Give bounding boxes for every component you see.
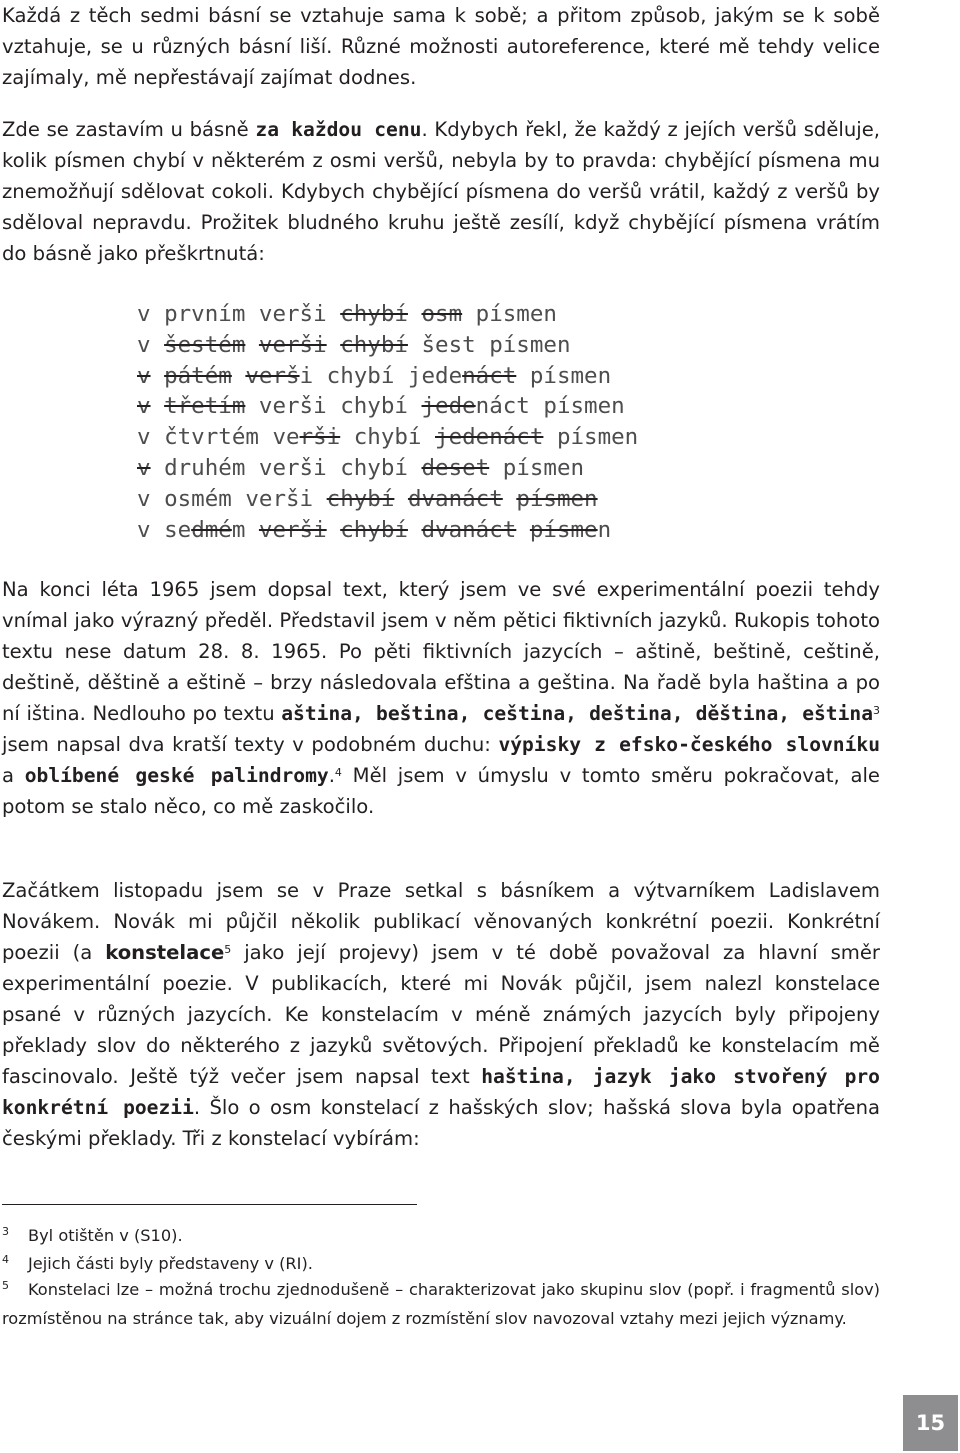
paragraph-intro-text: Každá z těch sedmi básní se vztahuje sama k sobě; a přitom způsob, jakým se k sobě vztahuje, se u různých básní liší. Různé možnosti autoreference, které mě tehdy velice zajímaly, mě nepřestávají zajímat dodnes. (2, 4, 880, 89)
paragraph-intro (2, 0, 880, 93)
poem-segment: šest písmen (407, 331, 571, 358)
poem-segment: m (231, 516, 259, 543)
poem-line (137, 391, 638, 422)
struck-segment: šestém (164, 331, 246, 358)
text-run: . Šlo o osm konstelací z hašských slov; hašská slova byla opatřena českými překlady. Tři z konstelací vybírám: (2, 1096, 880, 1150)
poem-segment (394, 486, 408, 512)
footnote-4 (2, 1250, 880, 1279)
poem-block (137, 299, 638, 545)
struck-segment: chybí (340, 516, 408, 543)
paragraph-poem-discussion (2, 114, 880, 269)
poem-line (137, 484, 638, 515)
poem-segment: chybí (340, 424, 436, 451)
footnote-5 (2, 1276, 880, 1332)
struck-segment: chybí (340, 301, 408, 327)
struck-segment: třetím (164, 393, 246, 420)
footnote-ref: 4 (334, 766, 342, 779)
poem-segment: písmen (543, 424, 639, 451)
text-run: Začátkem listopadu jsem se v Praze setkal s básníkem a výtvarníkem Ladislavem Novákem. Novák mi půjčil několik publikací věnovaných konkrétní poezii. Konkrétní poezii (a (2, 879, 880, 964)
page-number: 15 (915, 1411, 946, 1435)
footnote-ref: 5 (224, 943, 232, 956)
struck-segment: písmen (516, 485, 598, 512)
page-number-badge (903, 1395, 958, 1451)
text-run: . Kdybych řekl, že každý z jejích veršů sděluje, kolik písmen chybí v některém z osmi veršů, nebyla by to pravda: chybějící písmena mu znemožňují sdělovat cokoli. Kdybych chybějící písmena do veršů vrátil, každý z veršů by sděloval nepravdu. Prožitek bludného kruhu ještě zesílí, když chybějící písmena vrátím do básně jako přeškrtnutá: (2, 118, 881, 265)
poem-line (137, 299, 638, 330)
poem-line (137, 453, 638, 484)
paragraph-novak (2, 875, 880, 1154)
poem-segment: m verši (231, 301, 341, 327)
poem-segment (327, 332, 341, 358)
poem-segment: druhém verši chybí (150, 454, 422, 481)
work-title: výpisky z efsko-českého slovníku (498, 733, 880, 756)
struck-segment: v (137, 454, 151, 481)
struck-segment: chybí (340, 331, 408, 358)
footnote-text: Jejich části byly představeny v (RI). (28, 1254, 313, 1273)
text-run: a (2, 764, 25, 787)
work-title: oblíbené geské palindromy (24, 764, 329, 787)
text-run: jsem napsal dva kratší texty v podobném duchu: (2, 733, 499, 756)
footnote-divider (2, 1204, 417, 1205)
poem-segment: v osmém verši (137, 485, 327, 512)
poem-segment (408, 517, 422, 543)
footnote-number: 3 (2, 1225, 9, 1238)
poem-segment: i chybí jede (299, 362, 463, 389)
work-title: aština, beština, ceština, deština, děština, eština (281, 702, 873, 725)
poem-line (137, 330, 638, 361)
poem-segment: písmen (462, 301, 557, 327)
text-run: jako její projevy) jsem v té době považoval za hlavní směr experimentální poezie. V publikacích, které mi Novák půjčil, jsem nalezl konstelace psané v různých jazycích. Ke konstelacím v méně známých jazycích byly připojeny překlady slov do některého z jazyků světových. Připojení překladů ke konstelacím mě fascinovalo. Ještě týž večer jsem napsal text (2, 941, 880, 1088)
poem-segment: v první (137, 301, 232, 327)
footnote-number: 4 (2, 1253, 9, 1266)
poem-segment: verši chybí (245, 393, 422, 420)
struck-segment: verši (258, 331, 327, 358)
footnote-text: Konstelaci lze – možná trochu zjednodušeně – charakterizovat jako skupinu slov (popř. i fragmentů slov) rozmístěnou na stránce tak, aby vizuální dojem z rozmístění slov navozoval vztahy mezi jejich významy. (2, 1280, 880, 1328)
text-run: Na konci léta 1965 jsem dopsal text, který jsem ve své experimentální poezii tehdy vnímal jako výrazný předěl. Představil jsem v něm pětici fiktivních jazyků. Rukopis tohoto textu nese datum 28. 8. 1965. Po pěti fiktivních jazycích – aštině, beštině, ceštině, deštině, děštině a eštině – brzy následovala efština a geština. Na řadě byla haština a po ní iština. Nedlouho po textu (2, 578, 880, 725)
work-title: haština, jazyk jako stvořený pro konkrétní poezii (2, 1065, 880, 1119)
struck-segment: osm (421, 301, 463, 327)
struck-segment: chybí (326, 485, 395, 512)
struck-segment: pátém (164, 362, 232, 389)
struck-segment: dmé (191, 516, 232, 543)
poem-segment: n (597, 516, 612, 543)
footnote-text: Byl otištěn v (S10). (28, 1226, 183, 1245)
poem-segment: písmen (516, 362, 612, 389)
struck-segment: verš (245, 362, 300, 389)
footnote-3 (2, 1222, 880, 1251)
text-run: Zde se zastavím u básně (2, 118, 256, 141)
text-run: Měl jsem v úmyslu v tomto směru pokračovat, ale potom se stalo něco, co mě zaskočilo. (2, 764, 880, 818)
struck-segment: písme (529, 516, 598, 543)
poem-segment: písmen (489, 454, 585, 481)
struck-segment: dvanáct (407, 485, 503, 512)
poem-line (137, 361, 638, 392)
poem-segment: v se (137, 516, 192, 543)
struck-segment: deset (421, 454, 490, 481)
struck-segment: v (137, 393, 151, 420)
footnote-ref: 3 (873, 704, 880, 717)
struck-segment: verši (258, 516, 327, 543)
poem-segment (327, 517, 341, 543)
poem-segment (151, 393, 165, 419)
struck-segment: rši (299, 424, 341, 451)
struck-segment: náct (462, 362, 517, 389)
poem-segment (151, 363, 165, 389)
footnote-number: 5 (2, 1279, 9, 1292)
struck-segment: v (137, 362, 151, 389)
poem-segment (408, 301, 422, 327)
poem-segment: v čtvrtém ve (137, 424, 300, 451)
term-konstelace: konstelace (105, 941, 225, 964)
struck-segment: jede (421, 393, 476, 420)
poem-line (137, 515, 638, 546)
struck-segment: dvanáct (421, 516, 517, 543)
paragraph-fictional-languages (2, 574, 880, 822)
struck-segment: jedenáct (435, 424, 544, 451)
poem-title: za každou cenu (255, 118, 422, 141)
text-run: . (328, 764, 335, 787)
poem-segment: náct písmen (475, 393, 625, 420)
poem-segment (516, 517, 530, 543)
poem-segment (245, 332, 259, 358)
poem-segment: v (137, 331, 165, 358)
poem-line (137, 422, 638, 453)
poem-segment (503, 486, 517, 512)
poem-segment (232, 363, 246, 389)
